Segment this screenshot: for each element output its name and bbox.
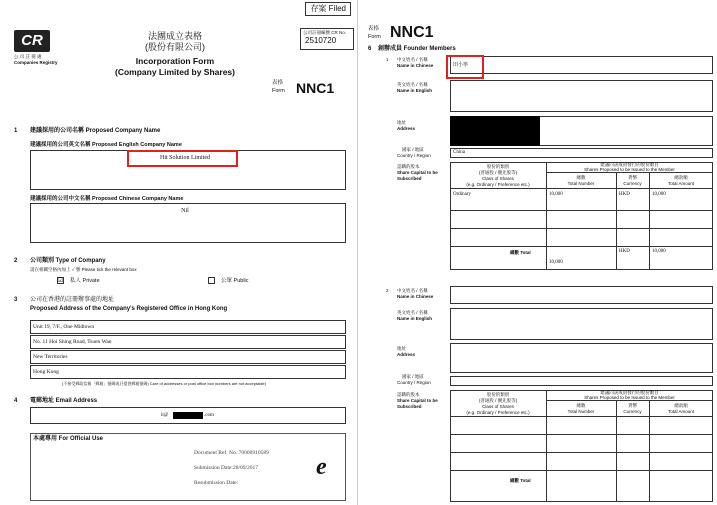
chinese-name-value: Nil: [181, 208, 189, 214]
e-submission-icon: e: [316, 454, 327, 480]
m2-class-header-cn: 股份的類別: [486, 392, 510, 397]
m2-en-name-label-cn: 英文姓名 / 名稱: [397, 310, 428, 315]
registry-name-en: Companies Registry: [14, 60, 58, 65]
m2-country-label-en: Country / Region: [397, 380, 431, 385]
m1-total-amount: 10,000: [652, 249, 666, 254]
m2-total-amount-header-cn: 總款額: [674, 403, 688, 408]
form-title-en: Incorporation Form: [135, 56, 215, 66]
address-line-4-field: [30, 365, 346, 379]
m1-cn-name-field: [450, 56, 713, 74]
m2-cn-name-label-en: Name in Chinese: [397, 294, 434, 299]
m2-cn-name-field: [450, 286, 713, 304]
m1-cn-name-label-cn: 中文姓名 / 名稱: [397, 57, 428, 62]
m1-en-name-label-en: Name in English: [397, 88, 433, 93]
m2-en-name-label-en: Name in English: [397, 316, 433, 321]
private-checkbox[interactable]: ☑: [58, 278, 64, 284]
total-number-header-en: Total Number: [567, 181, 595, 186]
proposed-header-en: Shares Proposed to be Issued to the Member: [584, 167, 675, 172]
email-suffix: .com: [204, 413, 214, 418]
m1-cn-name-label-en: Name in Chinese: [397, 63, 434, 68]
member-1-number: 1: [386, 57, 389, 62]
m1-total-currency: HKD: [619, 249, 630, 254]
section-2-number: 2: [14, 258, 18, 264]
class-header-en: Class of Shares: [482, 176, 514, 181]
address-line-2: No. 11 Hoi Shing Road, Tsuen Wan: [33, 339, 112, 345]
m1-address-redaction: [450, 116, 540, 146]
form-subtitle-cn: (股份有限公司): [145, 42, 205, 52]
m1-row-amount: 10,000: [652, 192, 666, 197]
english-name-label: 建議採用的公司英文名稱 Proposed English Company Name: [30, 142, 182, 148]
m2-class-header-en2: (e.g. Ordinary / Preference etc.): [466, 410, 530, 415]
private-label: 私人 Private: [70, 278, 100, 284]
total-amount-header-en: Total Amount: [667, 181, 694, 186]
class-header-cn2: (普通股 / 優先股等): [478, 170, 518, 175]
form-label-cn-p2: 表格: [368, 26, 380, 32]
incorporation-form-page-1: [0, 0, 358, 505]
m1-row-number: 10,000: [549, 192, 563, 197]
official-use-title: 本處專用 For Official Use: [33, 436, 104, 442]
m2-cn-name-label-cn: 中文姓名 / 名稱: [397, 288, 428, 293]
m2-total-label: 總數 Total: [510, 478, 531, 483]
section-2-title: 公司類別 Type of Company: [30, 258, 106, 264]
m2-shares-label-en2: Subscribed: [397, 404, 422, 409]
m1-en-name-label-cn: 英文姓名 / 名稱: [397, 82, 428, 87]
section-4-title: 電郵地址 Email Address: [30, 398, 98, 404]
address-line-3: New Territories: [33, 354, 68, 360]
m1-en-name-field: [450, 80, 713, 112]
section-4-number: 4: [14, 398, 18, 404]
total-amount-header-cn: 總款額: [674, 175, 688, 180]
m1-total-label: 總數 Total: [510, 250, 531, 255]
m1-row-class: Ordinary: [453, 192, 472, 197]
m1-cn-name-value: 田小寧: [453, 62, 469, 68]
m2-total-amount-header-en: Total Amount: [667, 409, 694, 414]
cr-logo: CR: [14, 30, 50, 52]
m2-class-header-en: Class of Shares: [482, 404, 514, 409]
resubmission-date: Resubmission Date:: [194, 480, 239, 486]
email-prefix: it@: [161, 413, 169, 418]
public-checkbox[interactable]: [208, 277, 215, 284]
class-header-en2: (e.g. Ordinary / Preference etc.): [466, 182, 530, 187]
cr-number-box: [300, 28, 354, 50]
m2-country-label-cn: 國家 / 地區: [402, 374, 424, 379]
chinese-name-label: 建議採用的公司中文名稱 Proposed Chinese Company Name: [30, 196, 184, 202]
m2-address-label-en: Address: [397, 352, 416, 357]
english-name-highlight: [127, 150, 238, 167]
address-note: (不接受郵政信箱「郵箱」號碼或只提供郵箱號碼) Care of addresses or post office box numbers are not acceptable): [62, 381, 266, 386]
address-line-3-field: [30, 350, 346, 364]
public-label: 公眾 Public: [221, 278, 249, 284]
registry-name-cn: 公 司 註 冊 處: [14, 54, 42, 59]
section-1-title: 建議採用的公司名稱 Proposed Company Name: [30, 128, 161, 134]
submission-date: Submission Date:28/09/2017: [194, 465, 259, 471]
m2-address-field: [450, 343, 713, 373]
section-3-title-cn: 公司在香港的註冊辦事處的地址: [30, 297, 115, 303]
form-title-cn: 法團成立表格: [147, 31, 202, 41]
m2-shares-label-en1: Share Capital to be: [397, 398, 438, 403]
m2-country-field: [450, 376, 713, 386]
form-label-en-p2: Form: [368, 34, 381, 40]
form-code: NNC1: [296, 80, 335, 96]
section-1-number: 1: [14, 128, 18, 134]
currency-header-cn: 貨幣: [628, 175, 637, 180]
m2-currency-header-cn: 貨幣: [628, 403, 637, 408]
filed-stamp: 存案 Filed: [305, 2, 351, 16]
form-subtitle-en: (Company Limited by Shares): [115, 67, 235, 77]
m1-shares-label-en2: Subscribed: [397, 176, 422, 181]
m1-total-number: 10,000: [549, 260, 563, 265]
class-header-cn: 股份的類別: [486, 164, 510, 169]
english-name-value: Hit Solution Limited: [159, 155, 210, 161]
section-3-title-en: Proposed Address of the Company's Registered Office in Hong Kong: [30, 306, 228, 312]
m1-country-field: [450, 148, 713, 158]
cr-number-label: 公司註冊編號 CR No.: [303, 30, 347, 35]
m1-country-value: China: [453, 150, 465, 155]
chinese-name-highlight: [446, 55, 484, 79]
m2-total-number-header-cn: 總數: [576, 403, 586, 408]
m1-shares-label-en1: Share Capital to be: [397, 170, 438, 175]
section-6-number: 6: [368, 46, 372, 52]
m1-row-currency: HKD: [619, 192, 630, 197]
m1-country-label-en: Country / Region: [397, 153, 431, 158]
email-redaction: [173, 412, 203, 419]
m2-total-number-header-en: Total Number: [567, 409, 595, 414]
m2-proposed-header-en: Shares Proposed to be Issued to the Member: [584, 395, 675, 400]
section-6-title: 創辦成員 Founder Members: [378, 46, 456, 52]
address-line-1: Unit 19, 7/F., One Midtown: [33, 324, 95, 330]
m2-address-label-cn: 地址: [397, 346, 406, 351]
member-2-number: 2: [386, 288, 389, 293]
m2-proposed-header-cn: 建議向該成員發行的股份數目: [600, 390, 659, 395]
m1-address-label-en: Address: [397, 126, 416, 131]
m2-shares-label-cn: 認購的股本: [397, 392, 420, 397]
total-number-header-cn: 總數: [576, 175, 586, 180]
section-3-number: 3: [14, 297, 18, 303]
incorporation-form-page-2: [360, 0, 717, 505]
m1-shares-label-cn: 認購的股本: [397, 164, 420, 169]
form-label-en: Form: [272, 88, 285, 94]
form-code-p2: NNC1: [390, 24, 434, 41]
document-reference: Document Ref. No.:70000910589: [194, 450, 269, 456]
m2-en-name-field: [450, 308, 713, 340]
proposed-header-cn: 建議向該成員發行的股份數目: [600, 162, 659, 167]
m2-class-header-cn2: (普通股 / 優先股等): [478, 398, 518, 403]
currency-header-en: Currency: [623, 181, 642, 186]
m2-currency-header-en: Currency: [623, 409, 642, 414]
address-line-4: Hong Kong: [33, 369, 59, 375]
company-type-hint: 請在相關空格內加上 ✓ 號 Please tick the relevant box: [30, 267, 137, 272]
m1-country-label-cn: 國家 / 地區: [402, 147, 424, 152]
cr-number-value: 2510720: [305, 36, 337, 45]
m1-address-label-cn: 地址: [397, 120, 406, 125]
form-label-cn: 表格: [272, 80, 284, 86]
official-use-box: [30, 433, 346, 501]
